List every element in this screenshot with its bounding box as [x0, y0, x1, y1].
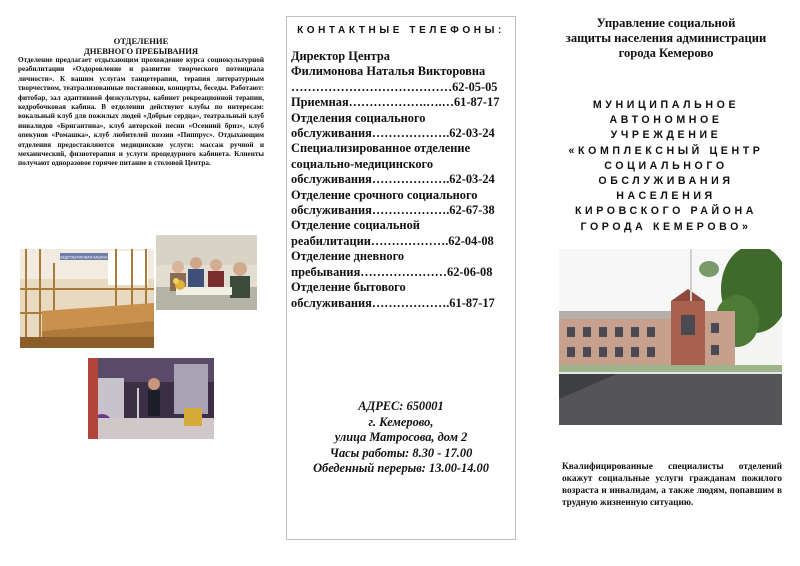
address-city: г. Кемерово, [368, 414, 434, 429]
contacts-list [291, 49, 513, 311]
contact-line: Отделение социальной [291, 218, 420, 233]
sauna-sign-text: КЕДРОБОЧКОВАЯ КАБИНА [60, 255, 108, 260]
sauna-room-image [20, 249, 154, 348]
left-description: Отделение предлагает отдыхающим прохождение курса социокультурной реабилитации «Оздоровление и развитие творческого потенциала личности». К вашим услугам танцетерапия, терапия литературным творчеством, театрализованные постановки, концерты, беседы. Работают: фитобар, зал адаптивной физкультуры, кабинет рекреационной терапии, кедробочковая кабина. В отделении действуют клубы по интересам: вокальный клуб для пожилых людей «Добрые сердца», театральный клуб инвалидов «Бригантина», клуб авторской песни «Осенний бриз», клуб опекунов «Ромашка», клуб любителей поэзии «Пиппрус». Отдыхающим отделения предоставляются медицинские услуги: массаж ручной и механический, физиотерапия и услуги процедурного кабинета. Клиенты получают одноразовое горячее питание в столовой Центра. [18, 56, 264, 168]
contact-household-service [291, 280, 513, 311]
address-street: улица Матросова, дом 2 [334, 430, 468, 445]
contact-medical-department [291, 141, 513, 187]
org-line: города Кемерово [618, 46, 714, 61]
building-image [559, 249, 782, 425]
name-line: СОЦИАЛЬНОГО [604, 159, 728, 172]
sauna-room-photo [20, 249, 154, 348]
contact-line: обслуживания……………….62-03-24 [291, 172, 495, 187]
contact-line: Приемная……………….….…61-87-17 [291, 95, 500, 110]
fitness-room-image [88, 358, 214, 439]
contact-urgent-department [291, 188, 513, 219]
building-photo [559, 249, 782, 425]
contact-line: Отделение дневного [291, 249, 405, 264]
contact-line: обслуживания……………….61-87-17 [291, 295, 495, 310]
org-line: Управление социальной [596, 16, 736, 30]
institution-name [556, 98, 776, 235]
contact-reception [291, 95, 513, 110]
name-line: НАСЕЛЕНИЯ [616, 190, 716, 203]
address-block [287, 399, 515, 477]
contact-line: пребывания…………………62-06-08 [291, 264, 493, 279]
contact-rehabilitation [291, 218, 513, 249]
contact-line: обслуживания……………….62-67-38 [291, 203, 495, 218]
name-line: УЧРЕЖДЕНИЕ [610, 129, 722, 142]
name-line: АВТОНОМНОЕ [609, 114, 723, 127]
left-title-line1: ОТДЕЛЕНИЕ [113, 36, 169, 46]
contact-director [291, 49, 513, 95]
contact-line: Отделения социального [291, 110, 426, 125]
contact-line: реабилитации……………….62-04-08 [291, 233, 494, 248]
fitness-room-photo [88, 358, 214, 439]
contact-line: Директор Центра [291, 49, 390, 63]
contact-line: социально-медицинского [291, 156, 434, 171]
contact-line: …………………………………62-05-05 [291, 79, 498, 94]
contact-line: Отделение срочного социального [291, 187, 478, 202]
contact-day-stay [291, 249, 513, 280]
name-line: КИРОВСКОГО РАЙОНА [574, 205, 758, 218]
left-section-title [18, 36, 264, 56]
name-line: ОБСЛУЖИВАНИЯ [598, 175, 734, 188]
address-postcode: АДРЕС: 650001 [358, 399, 444, 413]
contact-line: Филимонова Наталья Викторовна [291, 64, 486, 79]
name-line: «КОМПЛЕКСНЫЙ ЦЕНТР [568, 144, 764, 157]
contact-line: обслуживания……………….62-03-24 [291, 126, 495, 141]
elderly-group-photo [156, 235, 257, 310]
contact-line: Специализированное отделение [291, 141, 471, 156]
left-title-line2: ДНЕВНОГО ПРЕБЫВАНИЯ [83, 46, 199, 56]
working-hours: Часы работы: 8.30 - 17.00 [329, 445, 473, 460]
org-line: защиты населения администрации [565, 31, 767, 46]
elderly-group-image [156, 235, 257, 310]
contact-social-service [291, 111, 513, 142]
services-note: Квалифицированные специалисты отделений окажут социальные услуги гражданам пожилого возраста и инвалидам, а также людям, попавшим в трудную жизненную ситуацию. [562, 462, 782, 508]
name-line: МУНИЦИПАЛЬНОЕ [592, 99, 740, 111]
lunch-break: Обеденный перерыв: 13.00-14.00 [313, 461, 489, 476]
contacts-heading: КОНТАКТНЫЕ ТЕЛЕФОНЫ: [297, 25, 505, 36]
parent-organization [550, 16, 782, 62]
contact-line: Отделение бытового [291, 280, 406, 295]
name-line: ГОРОДА КЕМЕРОВО» [580, 220, 752, 233]
contacts-panel [286, 16, 516, 540]
